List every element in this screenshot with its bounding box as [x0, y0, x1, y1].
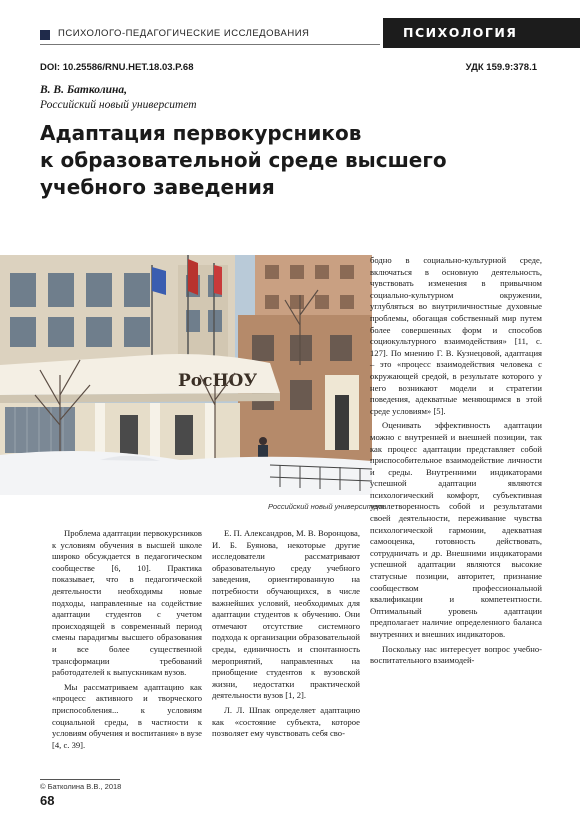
footnote-rule: [40, 779, 120, 780]
udk: УДК 159.9:378.1: [465, 62, 537, 73]
author-name: В. В. Батколина,: [40, 84, 128, 96]
rubric-label: ПСИХОЛОГИЯ: [403, 25, 518, 40]
title-line: Адаптация первокурсников: [40, 121, 362, 145]
university-photo: [0, 255, 372, 495]
photo-caption: Российский новый университет: [268, 502, 384, 511]
paragraph: Л. Л. Шпак определяет адаптацию как «состояние субъекта, которое позволяет ему чувствовать себя сво-: [212, 704, 360, 739]
article-title: [40, 120, 500, 201]
paragraph: Поскольку нас интересует вопрос учебно-воспитательного взаимодей-: [370, 643, 542, 666]
text-column-3: [370, 255, 542, 670]
university-building-illustration: [0, 255, 372, 495]
rubric-box: [383, 18, 580, 48]
author-affiliation: Российский новый университет: [40, 99, 197, 111]
text-column-2: [212, 528, 360, 743]
page-number: 68: [40, 793, 55, 808]
paragraph: Е. П. Александров, М. В. Воронцова, И. Б. Буянова, некоторые другие исследователи рассматривают образовательную среду учебного заведения, ориентированную на потребности обучающихся, в числе важнейших условий, необходимых для адаптации студентов к обучению. Они отмечают отсутствие системного подхода к организации образовательной среды, единичность и спонтанность мероприятий, направленных на приобщение студентов к вузовской жизни, недостатки практической деятельности вузов [1, 2].: [212, 528, 360, 701]
paragraph: Мы рассматриваем адаптацию как «процесс активного и творческого приспособления... к условиям социальной среды, в частности к условиям обучения и воспитания» в вузе [4, с. 39].: [52, 681, 202, 750]
title-line: учебного заведения: [40, 175, 275, 199]
paragraph-continuation: бодно в социально-культурной среде, включаться в основную деятельность, чувствовать изменения в привычном социально-культурном окружении, углубляться во внутриличностные духовные проблемы, обогащая собственный мир путем более совершенных форм и способов социокультурного взаимодействия» [11, с. 127]. По мнению Г. В. Кузнецовой, адаптация – это «процесс взаимодействия человека с окружающей средой, в результате которого у него возникают модели и стратегии поведения, адекватные меняющимся в этой среде условиям» [5].: [370, 255, 542, 416]
section-marker: [40, 30, 50, 40]
title-line: к образовательной среде высшего: [40, 148, 447, 172]
copyright: © Батколина В.В., 2018: [40, 782, 122, 791]
building-sign: РосНОУ: [178, 371, 258, 391]
text-column-1: [52, 528, 202, 754]
journal-section: ПСИХОЛОГО-ПЕДАГОГИЧЕСКИЕ ИССЛЕДОВАНИЯ: [58, 28, 310, 39]
header-rule: [40, 44, 380, 45]
paragraph: Проблема адаптации первокурсников к условиям обучения в высшей школе широко обсуждается в педагогическом сообществе [6, 10]. Практика показывает, что в педагогической деятельности необходимы новые подходы, направленные на содействие адаптации студентов с учетом происходящей в современный период смены парадигмы высшего образования и все более существенной трансформации требований работодателей к выпускникам вузов.: [52, 528, 202, 678]
paragraph: Оценивать эффективность адаптации можно с внутренней и внешней позиции, так как процесс адаптации представляет собой приспособительное взаимодействие личности и среды. Внутренними индикаторами успешной адаптации являются психологический комфорт, субъективная удовлетворенность собой и результатами своей деятельности, переживание чувства психологической гармонии, адекватная самооценка, готовность действовать, сотрудничать и др. Внешними индикаторами успешной адаптации являются высокие статусные позиции, авторитет, признание сообществом профессиональной квалификации и компетентности. Оптимальный уровень адаптации предполагает наличие определенного баланса внутренних и внешних индикаторов.: [370, 420, 542, 639]
doi[interactable]: DOI: 10.25586/RNU.HET.18.03.P.68: [40, 62, 194, 73]
